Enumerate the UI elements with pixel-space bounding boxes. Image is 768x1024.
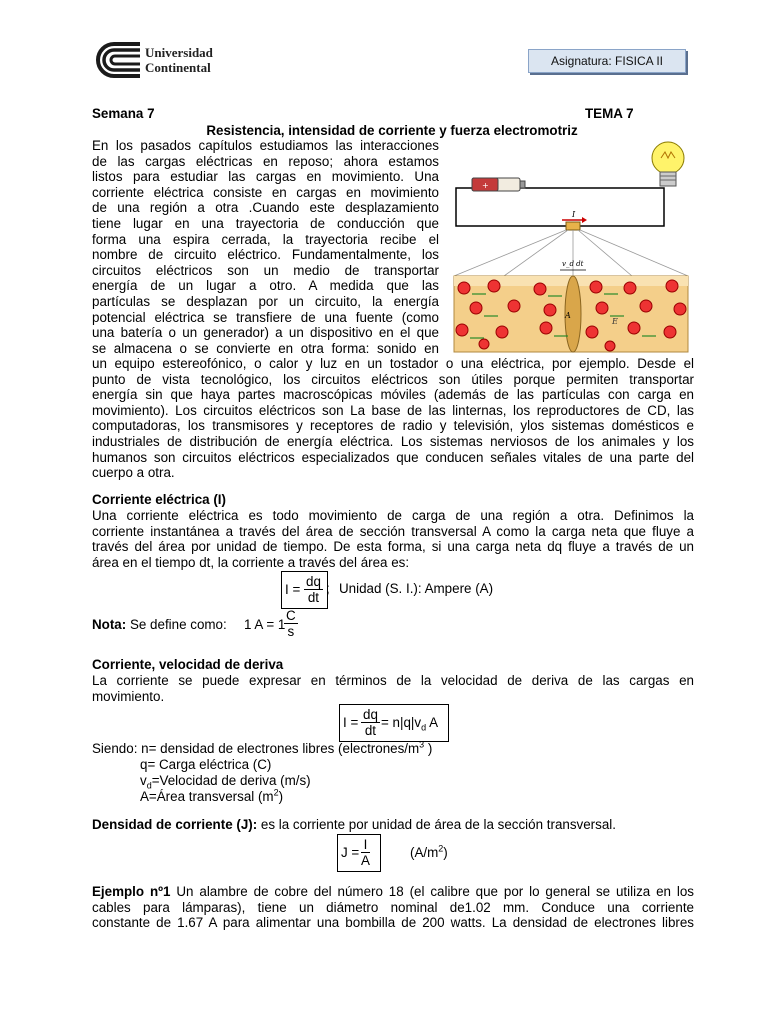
example-paragraph — [92, 884, 694, 931]
intro-line: tiene lugar en una trayectoria de conducción que — [92, 215, 439, 231]
battery-icon — [472, 178, 525, 191]
where-q: q= Carga eléctrica (C) — [140, 757, 272, 772]
current-line: través del área por unidad de tiempo. De esta forma, si una carga neta dq fluye a través de un — [92, 539, 694, 555]
intro-line: listos para estudiar las cargas en movimiento. Una — [92, 169, 439, 185]
intro-line: de una región a otra .Cuando este desplazamiento — [92, 200, 439, 216]
example-heading: Ejemplo nº1 — [92, 884, 171, 899]
drift-line: movimiento. — [92, 688, 165, 704]
week-label: Semana 7 — [92, 106, 155, 121]
drift-paragraph — [92, 673, 694, 704]
intro-line: una batería o un generador) a un dispositivo en el que — [92, 325, 439, 341]
drift-heading: Corriente, velocidad de deriva — [92, 657, 284, 672]
subject-badge: Asignatura: FISICA II — [528, 49, 686, 73]
area-label: A — [565, 311, 571, 320]
where-n: Siendo: n= densidad de electrones libres ($electrones/m^3$ ) — [92, 739, 433, 756]
drift-formula-box: I = $\frac{dq}{dt}$ = $n|q|v_d$ A — [339, 704, 449, 742]
density-formula-box: J = $\frac{I}{A}$ — [337, 834, 381, 872]
intro-line: circuitos eléctricos son un medio de transportar — [92, 262, 439, 278]
current-line: área en el tiempo dt, la corriente a través del área es: — [92, 554, 410, 570]
intro-line: computadoras, los transmisores y receptores de radio y televisión, ylos sistemas domésticos e — [92, 418, 694, 434]
current-line: Una corriente eléctrica es todo movimiento de carga de una región a otra. Definimos la — [92, 508, 694, 523]
circuit-figure — [450, 136, 694, 356]
field-label: E — [612, 317, 618, 326]
intro-paragraph-wide — [92, 356, 694, 481]
intro-line: cuerpo a otra. — [92, 465, 175, 481]
intro-line: movimiento). Los circuitos eléctricos son La base de las linternas, los reproductores de CD, las — [92, 402, 694, 418]
intro-line: En los pasados capítulos estudiamos las interacciones — [92, 138, 439, 153]
intro-line: energía sin que haya partes macroscópicas móviles (además de las partículas con carga en — [92, 387, 694, 403]
intro-line: de las cargas eléctricas en reposo; ahora estamos — [92, 153, 439, 169]
topic-label: TEMA 7 — [585, 106, 634, 121]
intro-line: un equipo estereofónico, o calor y luz en un tostador o una eléctrica, por ejemplo. Desde el — [92, 356, 694, 371]
circuit-wire — [456, 188, 664, 226]
intro-line: punto de vista tecnológico, los circuitos eléctricos son útiles porque permiten transportar — [92, 371, 694, 387]
note-fraction: $\frac{C}{s}$ — [286, 608, 296, 639]
example-line: constante de 1.67 A para alimentar una bombilla de 200 watts. La densidad de electrones libres — [92, 915, 694, 931]
intro-line: se almacena o se convierte en otra forma: sonido en — [92, 340, 439, 356]
current-label: I — [572, 210, 576, 219]
note-formula-lhs: 1 A = 1 — [244, 617, 286, 632]
svg-text:+: + — [482, 181, 489, 190]
intro-line: corriente eléctrica consiste en cargas en movimiento — [92, 184, 439, 200]
where-a: A=Área transversal $(m^2)$ — [140, 787, 284, 804]
density-line — [92, 817, 616, 833]
drift-label: v_d dt — [562, 260, 584, 268]
intro-line: partículas se desplazan por un circuito, la energía — [92, 293, 439, 309]
current-line: corriente instantánea a través del área de sección transversal A como la carga neta que fluye a — [92, 523, 694, 539]
where-v: $v_d=Velocidad$ de deriva (m/s) — [140, 773, 311, 791]
formula-lhs: I = — [285, 582, 301, 597]
intro-line: energía de un lugar a otro. A medida que las — [92, 278, 439, 294]
formula-separator: ; — [326, 581, 330, 596]
intro-line: potencial eléctrica se transfiere de una fuente (como — [92, 309, 439, 325]
density-text: es la corriente por unidad de área de la sección transversal. — [260, 817, 616, 832]
current-paragraph — [92, 508, 694, 570]
current-formula-box — [281, 571, 328, 609]
note-label: Nota: — [92, 617, 127, 632]
note-text: Se define como: — [129, 617, 227, 632]
example-line: cables para lámparas), tiene un diámetro nominal de1.02 mm. Conduce una corriente — [92, 899, 694, 915]
example-line: Un alambre de cobre del número 18 (el calibre que por lo general se utiliza en los — [176, 884, 694, 899]
drift-line: La corriente se puede expresar en términos de la velocidad de deriva de las cargas en — [92, 673, 694, 688]
intro-line: industriales de distribución de energía eléctrica. Los sistemas nerviosos de los animales y los — [92, 433, 694, 449]
note-line — [92, 617, 227, 633]
unit-text: Unidad (S. I.): Ampere (A) — [339, 581, 494, 596]
intro-paragraph-narrow — [92, 138, 439, 356]
formula-fraction: $\frac{dq}{dt}$ — [306, 574, 321, 605]
lightbulb-icon — [652, 142, 684, 186]
density-unit: $(A/m^2)$ — [410, 843, 448, 860]
intro-line: nombre de circuito eléctrico. Fundamentalmente, los — [92, 247, 439, 263]
page-heading: Resistencia, intensidad de corriente y fuerza electromotriz — [206, 123, 578, 138]
intro-line: humanos son circuitos eléctricos especializados que conducen señales vitales de una parte del — [92, 449, 694, 465]
intro-line: forma una espira cerrada, la trayectoria recibe el — [92, 231, 439, 247]
university-name: Universidad Continental — [145, 45, 213, 75]
density-heading: Densidad de corriente (J): — [92, 817, 258, 832]
current-heading: Corriente eléctrica (I) — [92, 492, 226, 507]
